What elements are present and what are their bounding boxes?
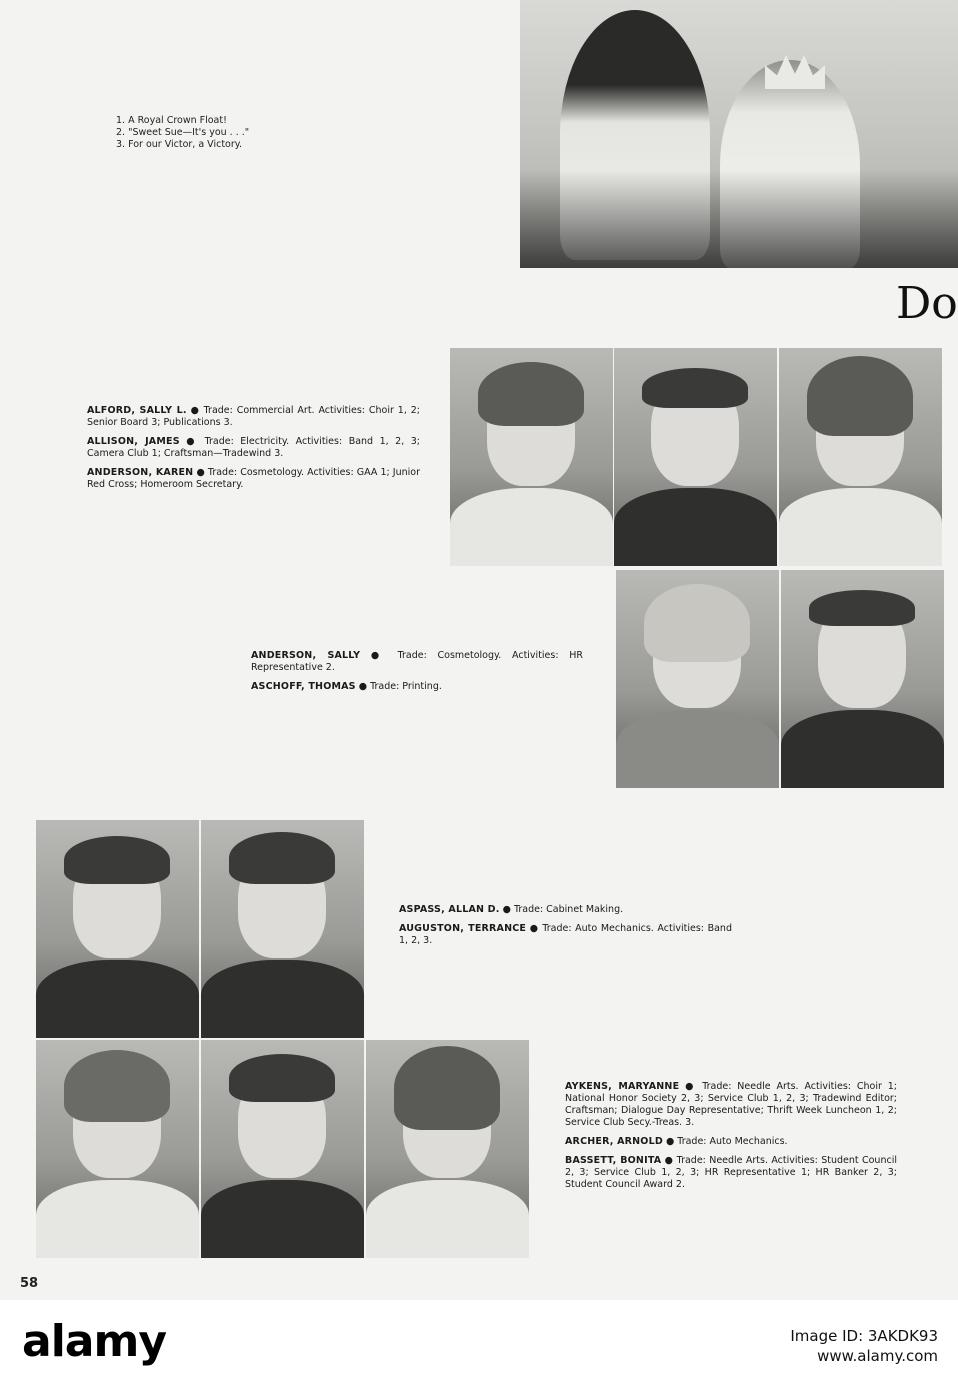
portrait-bassett-bonita [366,1040,529,1258]
student-details: Trade: Cabinet Making. [513,904,624,915]
bullet: ● [358,681,368,692]
student-name: ARCHER, ARNOLD [565,1136,663,1147]
portrait-hair [64,1050,170,1122]
portrait-shoulders [614,488,777,566]
page-number: 58 [20,1276,39,1291]
portrait-shoulders [201,1180,364,1258]
caption-1: 1. A Royal Crown Float! [116,115,227,126]
student-entry [87,436,420,460]
portrait-shoulders [36,960,199,1038]
student-details: Trade: Printing. [370,681,442,692]
student-details: Trade: Needle Arts. Activities: Student Council 2, 3; Service Club 1, 2, 3; HR Representative 1; HR Banker 2, 3; Student Council Award 2. [565,1155,897,1190]
image-id: Image ID: 3AKDK93 [790,1327,938,1345]
cape-shadow [520,170,958,268]
portrait-hair [478,362,584,426]
student-details: Trade: Auto Mechanics. Activities: Band 1, 2, 3. [399,923,732,946]
royal-crown-photo [520,0,958,268]
bullet: ● [370,650,387,661]
portrait-shoulders [366,1180,529,1258]
portrait-archer-arnold [201,1040,364,1258]
student-entry [251,681,583,693]
student-entry [565,1081,897,1129]
entries-group-1 [87,405,420,498]
portrait-hair [229,1054,335,1102]
student-details: Trade: Cosmetology. Activities: HR Representative 2. [251,650,584,673]
bullet: ● [665,1136,675,1147]
portrait-hair [642,368,748,408]
student-details: Trade: Cosmetology. Activities: GAA 1; Junior Red Cross; Homeroom Secretary. [87,467,421,490]
portrait-hair [64,836,170,884]
portrait-shoulders [201,960,364,1038]
entries-group-2 [251,650,583,700]
student-name: ASPASS, ALLAN D. [399,904,500,915]
portrait-shoulders [779,488,942,566]
portrait-hair [809,590,915,626]
portrait-shoulders [781,710,944,788]
student-name: AYKENS, MARYANNE [565,1081,680,1092]
portrait-hair [229,832,335,884]
bullet: ● [186,436,199,447]
portrait-shoulders [450,488,613,566]
entries-group-3 [399,904,732,954]
bullet: ● [529,923,539,934]
portrait-alford-sally [450,348,613,566]
portrait-shoulders [36,1180,199,1258]
photo-captions [116,115,249,151]
student-name: ASCHOFF, THOMAS [251,681,356,692]
student-details: Trade: Electricity. Activities: Band 1, 2, 3; Camera Club 1; Craftsman—Tradewind 3. [87,436,420,459]
bullet: ● [190,405,200,416]
student-entry [87,467,420,491]
caption-2: 2. "Sweet Sue—It's you . . ." [116,127,250,138]
student-name: ALFORD, SALLY L. [87,405,187,416]
student-entry [251,650,583,674]
caption-3: 3. For our Victor, a Victory. [116,139,243,150]
portrait-anderson-karen [779,348,942,566]
student-details: Trade: Needle Arts. Activities: Choir 1; National Honor Society 2, 3; Service Club 1, 2, 3; Tradewind Editor; Craftsman; Dialogue Day Representative; Thrift Week Luncheon 1, 2; Service Club Secy.-Treas. 3. [565,1081,898,1128]
portrait-shoulders [616,710,779,788]
portrait-hair [807,356,913,436]
portrait-aspass-allan [36,820,199,1038]
student-entry [399,923,732,947]
alamy-logo: alamy [22,1316,166,1367]
bullet: ● [685,1081,697,1092]
portrait-allison-james [614,348,777,566]
student-name: BASSETT, BONITA [565,1155,662,1166]
entries-group-4 [565,1081,897,1198]
bullet: ● [664,1155,674,1166]
bullet: ● [502,904,511,915]
portrait-aykens-maryanne [36,1040,199,1258]
student-name: ANDERSON, KAREN [87,467,194,478]
student-entry [399,904,732,916]
student-details: Trade: Commercial Art. Activities: Choir 1, 2; Senior Board 3; Publications 3. [87,405,420,428]
student-entry [565,1155,897,1191]
stock-footer [0,1300,958,1390]
bullet: ● [196,467,205,478]
portrait-hair [394,1046,500,1130]
image-id-block [790,1326,938,1366]
portrait-auguston-terrance [201,820,364,1038]
student-entry [87,405,420,429]
student-details: Trade: Auto Mechanics. [677,1136,788,1147]
portrait-hair [644,584,750,662]
site-url: www.alamy.com [817,1347,938,1365]
student-entry [565,1136,897,1148]
student-name: AUGUSTON, TERRANCE [399,923,527,934]
student-name: ANDERSON, SALLY [251,650,361,661]
portrait-anderson-sally [616,570,779,788]
section-heading: Do [896,278,958,329]
student-name: ALLISON, JAMES [87,436,180,447]
portrait-aschoff-thomas [781,570,944,788]
